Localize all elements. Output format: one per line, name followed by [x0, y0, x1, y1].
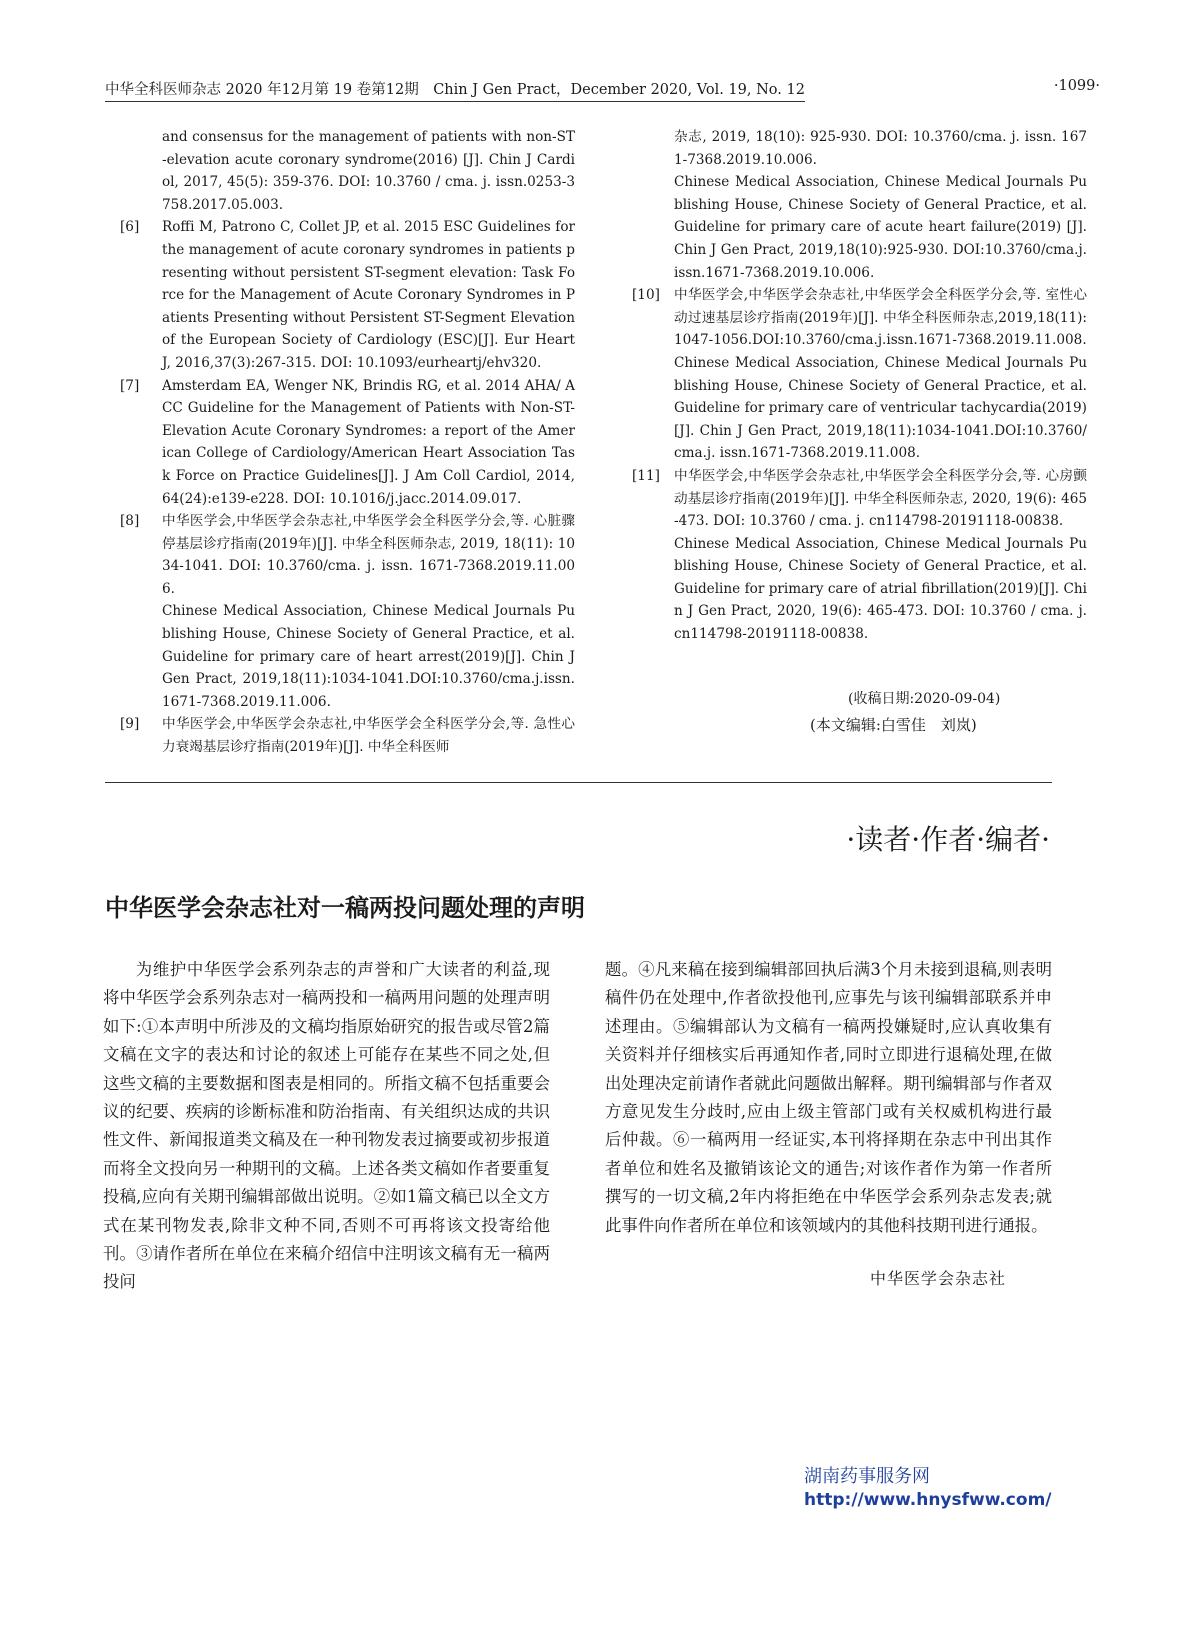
reference-number: [10]	[632, 287, 660, 304]
reference-number: [6]	[120, 219, 140, 236]
reference-item	[632, 284, 1087, 465]
notice-body-left	[103, 956, 550, 1297]
reference-text-chinese: 中华医学会,中华医学会杂志社,中华医学会全科医学分会,等. 室性心动过速基层诊疗指南(2019年)[J]. 中华全科医师杂志,2019,18(11):1047-1056.DOI:10.3760/cma.j.issn.1671-7368.2019.11.008.	[674, 287, 1087, 349]
notice-signature: 中华医学会杂志社	[870, 1269, 1007, 1288]
running-header	[105, 78, 1100, 100]
reference-item	[120, 510, 575, 713]
reference-text: Roffi M, Patrono C, Collet JP, et al. 2015 ESC Guidelines for the management of acute coronary syndromes in patients presenting without persistent ST-segment elevation: Task Force for the Management of Acute Coronary Syndromes in Patients Presenting without Persistent ST-Segment Elevation of the European Society of Cardiology (ESC)[J]. Eur Heart J, 2016,37(3):267-315. DOI: 10.1093/eurheartj/ehv320.	[162, 219, 575, 371]
reference-list-left	[120, 126, 575, 759]
article-editors: (本文编辑:白雪佳 刘岚)	[810, 716, 977, 734]
reference-continuation: and consensus for the management of patients with non-ST-elevation acute coronary syndrome(2016) [J]. Chin J Cardiol, 2017, 45(5): 359-376. DOI: 10.3760 / cma. j. issn.0253-3758.2017.05.003.	[162, 129, 575, 213]
watermark	[804, 1462, 1052, 1510]
reference-text	[674, 465, 1087, 646]
reference-continuation: 杂志, 2019, 18(10): 925-930. DOI: 10.3760/cma. j. issn. 1671-7368.2019.10.006.	[674, 129, 1087, 168]
reference-number: [11]	[632, 467, 660, 484]
reference-text: Amsterdam EA, Wenger NK, Brindis RG, et al. 2014 AHA/ ACC Guideline for the Management of Patients with Non-ST-Elevation Acute Coronary Syndromes: a report of the American College of Cardiology/American Heart Association Task Force on Practice Guidelines[J]. J Am Coll Cardiol, 2014, 64(24):e139-e228. DOI: 10.1016/j.jacc.2014.09.017.	[162, 377, 575, 507]
reference-item	[120, 713, 575, 758]
notice-body-right	[605, 956, 1052, 1240]
page-number: ·1099·	[1053, 78, 1100, 94]
section-label: ·读者·作者·编者·	[846, 823, 1050, 856]
reference-text-english: Chinese Medical Association, Chinese Medical Journals Publishing House, Chinese Society of General Practice, et al. Guideline for primary care of ventricular tachycardia(2019)[J]. Chin J Gen Pract, 2019,18(11):1034-1041.DOI:10.3760/cma.j. issn.1671-7368.2019.11.008.	[674, 354, 1087, 462]
reference-text-chinese: 中华医学会,中华医学会杂志社,中华医学会全科医学分会,等. 心房颤动基层诊疗指南(2019年)[J]. 中华全科医师杂志, 2020, 19(6): 465-473. DOI: 10.3760 / cma. j. cn114798-20191118-00838.	[674, 467, 1087, 530]
reference-continuation-english: Chinese Medical Association, Chinese Medical Journals Publishing House, Chinese Society of General Practice, et al. Guideline for primary care of acute heart failure(2019) [J]. Chin J Gen Pract, 2019,18(10):925-930. DOI:10.3760/cma.j. issn.1671-7368.2019.10.006.	[674, 174, 1087, 281]
journal-citation-line: 中华全科医师杂志 2020 年12月第 19 卷第12期 Chin J Gen Pract，December 2020, Vol. 19, No. 12	[105, 78, 805, 102]
reference-item	[120, 375, 575, 511]
reference-text-chinese: 中华医学会,中华医学会杂志社,中华医学会全科医学分会,等. 心脏骤停基层诊疗指南(2019年)[J]. 中华全科医师杂志, 2019, 18(11): 1034-1041. DOI: 10.3760/cma. j. issn. 1671-7368.2019.11.006.	[162, 513, 575, 597]
notice-paragraph: 为维护中华医学会系列杂志的声誉和广大读者的利益,现将中华医学会系列杂志对一稿两投和一稿两用问题的处理声明如下:①本声明中所涉及的文稿均指原始研究的报告或尽管2篇文稿在文字的表达和讨论的叙述上可能存在某些不同之处,但这些文稿的主要数据和图表是相同的。所指文稿不包括重要会议的纪要、疾病的诊断标准和防治指南、有关组织达成的共识性文件、新闻报道类文稿及在一种刊物发表过摘要或初步报道而将全文投向另一种期刊的文稿。上述各类文稿如作者要重复投稿,应向有关期刊编辑部做出说明。②如1篇文稿已以全文方式在某刊物发表,除非文种不同,否则不可再将该文投寄给他刊。③请作者所在单位在来稿介绍信中注明该文稿有无一稿两投问	[103, 960, 550, 1292]
reference-item	[120, 216, 575, 374]
reference-number: [8]	[120, 513, 140, 530]
reference-text	[162, 510, 575, 713]
reference-text-english: Chinese Medical Association, Chinese Medical Journals Publishing House, Chinese Society of General Practice, et al. Guideline for primary care of atrial fibrillation(2019)[J]. Chin J Gen Pract, 2020, 19(6): 465-473. DOI: 10.3760 / cma. j. cn114798-20191118-00838.	[674, 535, 1087, 643]
watermark-name: 湖南药事服务网	[804, 1466, 930, 1487]
reference-text: 中华医学会,中华医学会杂志社,中华医学会全科医学分会,等. 急性心力衰竭基层诊疗指南(2019年)[J]. 中华全科医师	[162, 716, 575, 756]
notice-paragraph: 题。④凡来稿在接到编辑部回执后满3个月未接到退稿,则表明稿件仍在处理中,作者欲投他刊,应事先与该刊编辑部联系并申述理由。⑤编辑部认为文稿有一稿两投嫌疑时,应认真收集有关资料并仔细核实后再通知作者,同时立即进行退稿处理,在做出处理决定前请作者就此问题做出解释。期刊编辑部与作者双方意见发生分歧时,应由上级主管部门或有关权威机构进行最后仲裁。⑥一稿两用一经证实,本刊将择期在杂志中刊出其作者单位和姓名及撤销该论文的通告;对该作者作为第一作者所撰写的一切文稿,2年内将拒绝在中华医学会系列杂志发表;就此事件向作者所在单位和该领域内的其他科技期刊进行通报。	[605, 960, 1052, 1235]
reference-list-right	[632, 126, 1087, 646]
reference-text-english: Chinese Medical Association, Chinese Medical Journals Publishing House, Chinese Society of General Practice, et al. Guideline for primary care of heart arrest(2019)[J]. Chin J Gen Pract, 2019,18(11):1034-1041.DOI:10.3760/cma.j.issn.1671-7368.2019.11.006.	[162, 603, 575, 710]
reference-text	[674, 284, 1087, 465]
received-date: (收稿日期:2020-09-04)	[848, 691, 1001, 707]
reference-number: [9]	[120, 716, 140, 733]
notice-title: 中华医学会杂志社对一稿两投问题处理的声明	[105, 894, 585, 922]
watermark-url: http://www.hnysfww.com/	[804, 1490, 1052, 1510]
section-divider	[105, 782, 1052, 783]
reference-number: [7]	[120, 377, 140, 394]
reference-item	[632, 465, 1087, 646]
